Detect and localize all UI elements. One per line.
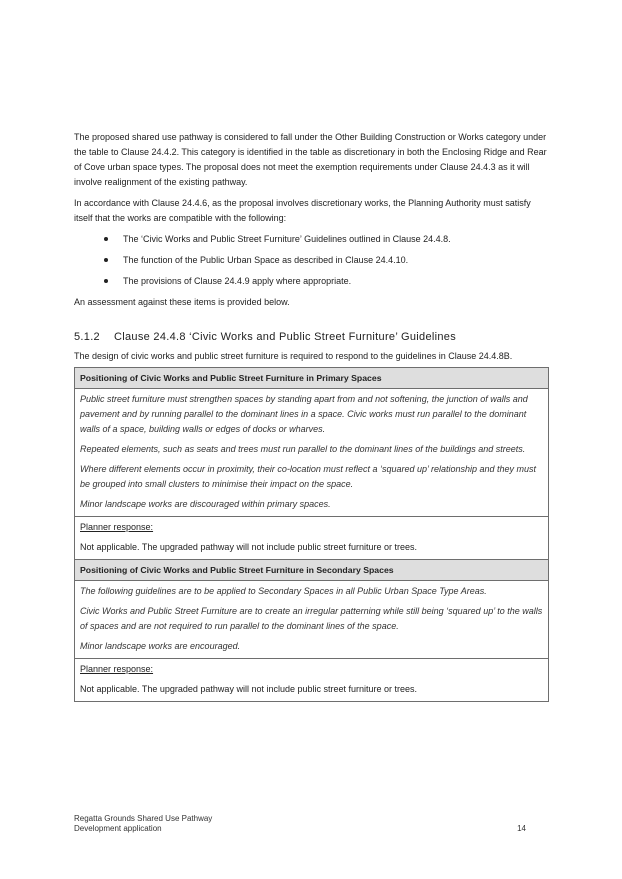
page-footer <box>74 814 526 834</box>
primary-heading: Positioning of Civic Works and Public Street Furniture in Primary Spaces <box>75 368 549 389</box>
section-title: Clause 24.4.8 ‘Civic Works and Public Street Furniture’ Guidelines <box>114 331 457 343</box>
bullet-icon <box>104 279 108 283</box>
intro-paragraph-1: The proposed shared use pathway is considered to fall under the Other Building Construction or Works category under the table to Clause 24.4.2. This category is identified in the table as discretionary in both the Enclosing Ridge and Rear of Cove urban space types. The proposal does not meet the exemption requirements under Clause 24.4.3 as it will involve realignment of the existing pathway. <box>74 132 547 187</box>
list-item: The provisions of Clause 24.4.9 apply where appropriate. <box>74 274 550 289</box>
list-item: The ‘Civic Works and Public Street Furniture’ Guidelines outlined in Clause 24.4.8. <box>74 232 550 247</box>
footer-project: Regatta Grounds Shared Use Pathway <box>74 814 213 823</box>
secondary-heading: Positioning of Civic Works and Public Street Furniture in Secondary Spaces <box>75 560 549 581</box>
footer-doc-type: Development application <box>74 824 162 833</box>
response-text: Not applicable. The upgraded pathway will not include public street furniture or trees. <box>80 542 418 552</box>
guideline-text: Public street furniture must strengthen spaces by standing apart from and not softening, the junction of walls and pavement and by running parallel to the dominant lines in a space. Civic works must run parallel to the dominant walls of a space, building walls or edges of docks or wharves. <box>80 394 528 434</box>
guideline-text: Where different elements occur in proximity, their co-location must reflect a ‘squared up’ relationship and they must be grouped into small clusters to minimise their impact on the space. <box>80 464 537 489</box>
guideline-text: Minor landscape works are discouraged within primary spaces. <box>80 499 331 509</box>
section-heading <box>74 330 550 345</box>
criteria-list <box>74 232 550 289</box>
page-number: 14 <box>517 824 526 833</box>
page-body <box>74 130 550 702</box>
guideline-text: Civic Works and Public Street Furniture are to create an irregular patterning while still being ‘squared up’ to the walls of spaces and are not required to run parallel to the dominant lines of the space. <box>80 606 543 631</box>
primary-response <box>75 517 549 560</box>
intro-paragraph-2: In accordance with Clause 24.4.6, as the proposal involves discretionary works, the Planning Authority must satisfy itself that the works are compatible with the following: <box>74 198 531 223</box>
assessment-note: An assessment against these items is provided below. <box>74 297 290 307</box>
secondary-guidelines <box>75 581 549 659</box>
secondary-response <box>75 659 549 702</box>
bullet-icon <box>104 258 108 262</box>
primary-guidelines <box>75 389 549 517</box>
response-text: Not applicable. The upgraded pathway will not include public street furniture or trees. <box>80 684 418 694</box>
guideline-text: Minor landscape works are encouraged. <box>80 641 241 651</box>
bullet-icon <box>104 237 108 241</box>
response-label: Planner response: <box>80 664 154 674</box>
section-number: 5.1.2 <box>74 331 100 343</box>
section-lead: The design of civic works and public street furniture is required to respond to the guidelines in Clause 24.4.8B. <box>74 351 513 361</box>
guidelines-table <box>74 367 549 702</box>
guideline-text: The following guidelines are to be applied to Secondary Spaces in all Public Urban Space Type Areas. <box>80 586 487 596</box>
list-item: The function of the Public Urban Space as described in Clause 24.4.10. <box>74 253 550 268</box>
response-label: Planner response: <box>80 522 154 532</box>
guideline-text: Repeated elements, such as seats and trees must run parallel to the dominant lines of the buildings and streets. <box>80 444 526 454</box>
